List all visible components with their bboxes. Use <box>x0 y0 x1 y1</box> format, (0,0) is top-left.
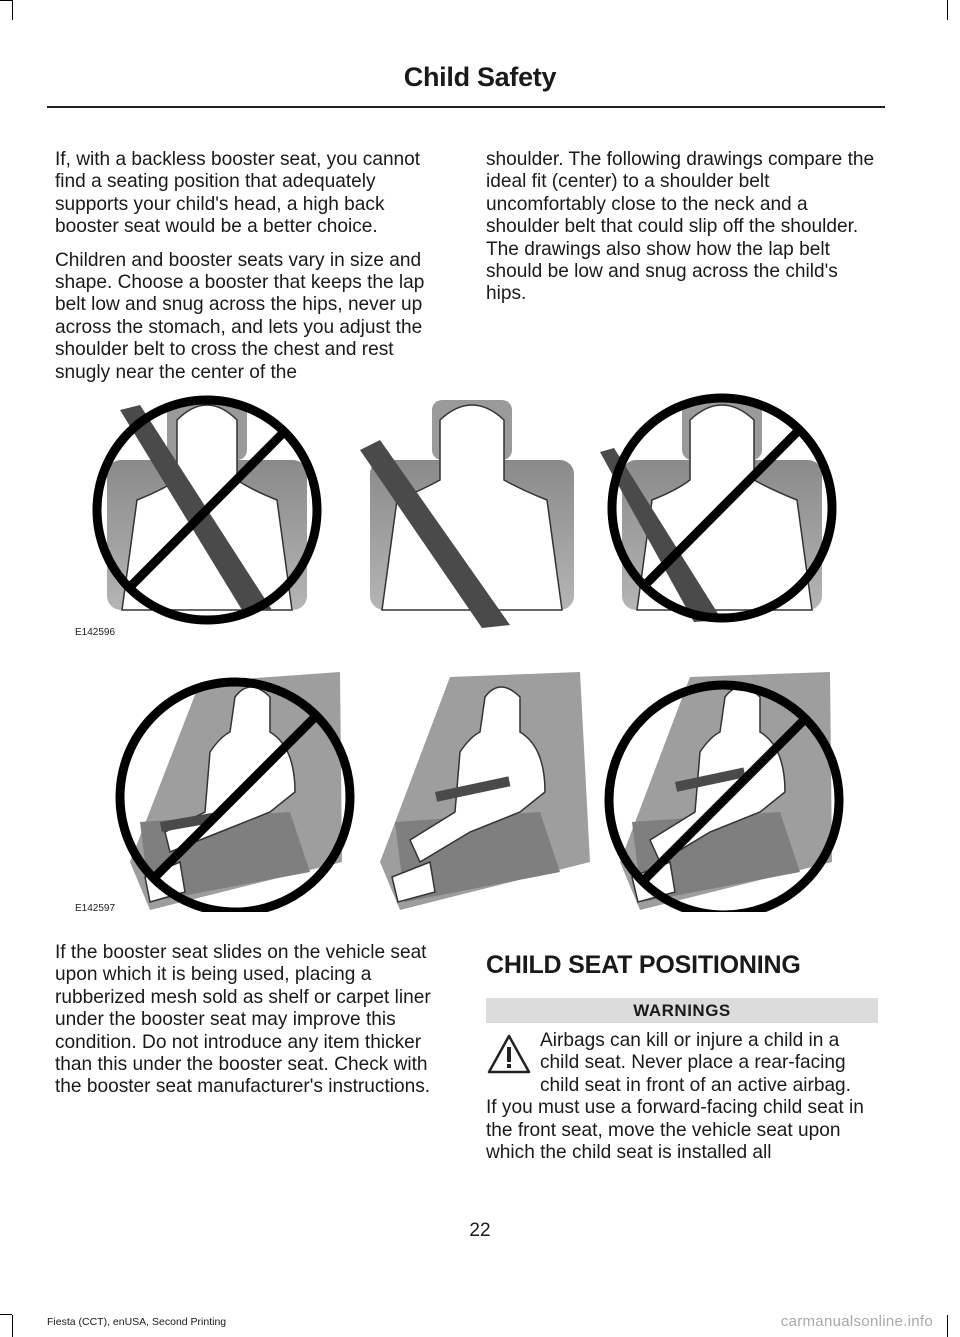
crop-mark <box>947 1315 948 1337</box>
warning-continuation: If you must use a forward-facing child seat in the front seat, move the vehicle seat upon which the child seat is installed all <box>486 1097 864 1164</box>
seat-panel-off-shoulder <box>600 398 832 622</box>
booster-panel-ideal <box>380 672 590 910</box>
booster-panel-right <box>609 672 839 912</box>
shoulder-belt-figure <box>62 390 862 640</box>
watermark: carmanualsonline.info <box>780 1313 933 1330</box>
crop-mark <box>12 0 13 20</box>
figure-code: E142597 <box>75 903 116 914</box>
warning-text <box>486 1030 880 1164</box>
lap-belt-figure <box>110 662 850 912</box>
right-column <box>486 149 882 317</box>
crop-mark <box>0 0 12 1</box>
crop-mark <box>947 0 948 20</box>
figure-code: E142596 <box>75 627 116 638</box>
lower-left-column <box>55 942 451 1110</box>
left-column <box>55 149 451 395</box>
page-number: 22 <box>469 1220 491 1241</box>
warnings-bar: WARNINGS <box>486 998 878 1023</box>
header-rule <box>47 106 885 108</box>
page-title: Child Safety <box>403 62 557 92</box>
seat-panel-ideal <box>360 400 574 628</box>
crop-mark <box>0 1314 12 1315</box>
paragraph: Children and booster seats vary in size and shape. Choose a booster that keeps the lap belt low and snug across the hips, never up across the stomach, and lets you adjust the shoulder belt to cross the chest and rest snugly near the center of the <box>55 249 425 383</box>
crop-mark <box>12 1315 13 1337</box>
paragraph: If, with a backless booster seat, you cannot find a seating position that adequately supports your child's head, a high back booster seat would be a better choice. <box>55 149 421 238</box>
printing-info: Fiesta (CCT), enUSA, Second Printing <box>47 1316 227 1328</box>
section-heading: CHILD SEAT POSITIONING <box>486 951 801 979</box>
paragraph: shoulder. The following drawings compare the ideal fit (center) to a shoulder belt uncomfortably close to the neck and a shoulder belt that could slip off the shoulder. The drawings also show how the lap belt should be low and snug across the child's hips. <box>486 149 875 305</box>
paragraph: If the booster seat slides on the vehicle seat upon which it is being used, placing a rubberized mesh sold as shelf or carpet liner under the booster seat may improve this condition. Do not introduce any item thicker than this under the booster seat. Check with the booster seat manufacturer's instructions. <box>55 942 431 1098</box>
seat-panel-too-close <box>97 400 317 620</box>
warning-intro: Airbags can kill or injure a child in a child seat. Never place a rear-facing child seat in front of an active airbag. <box>540 1030 851 1096</box>
booster-panel-left <box>120 672 350 912</box>
